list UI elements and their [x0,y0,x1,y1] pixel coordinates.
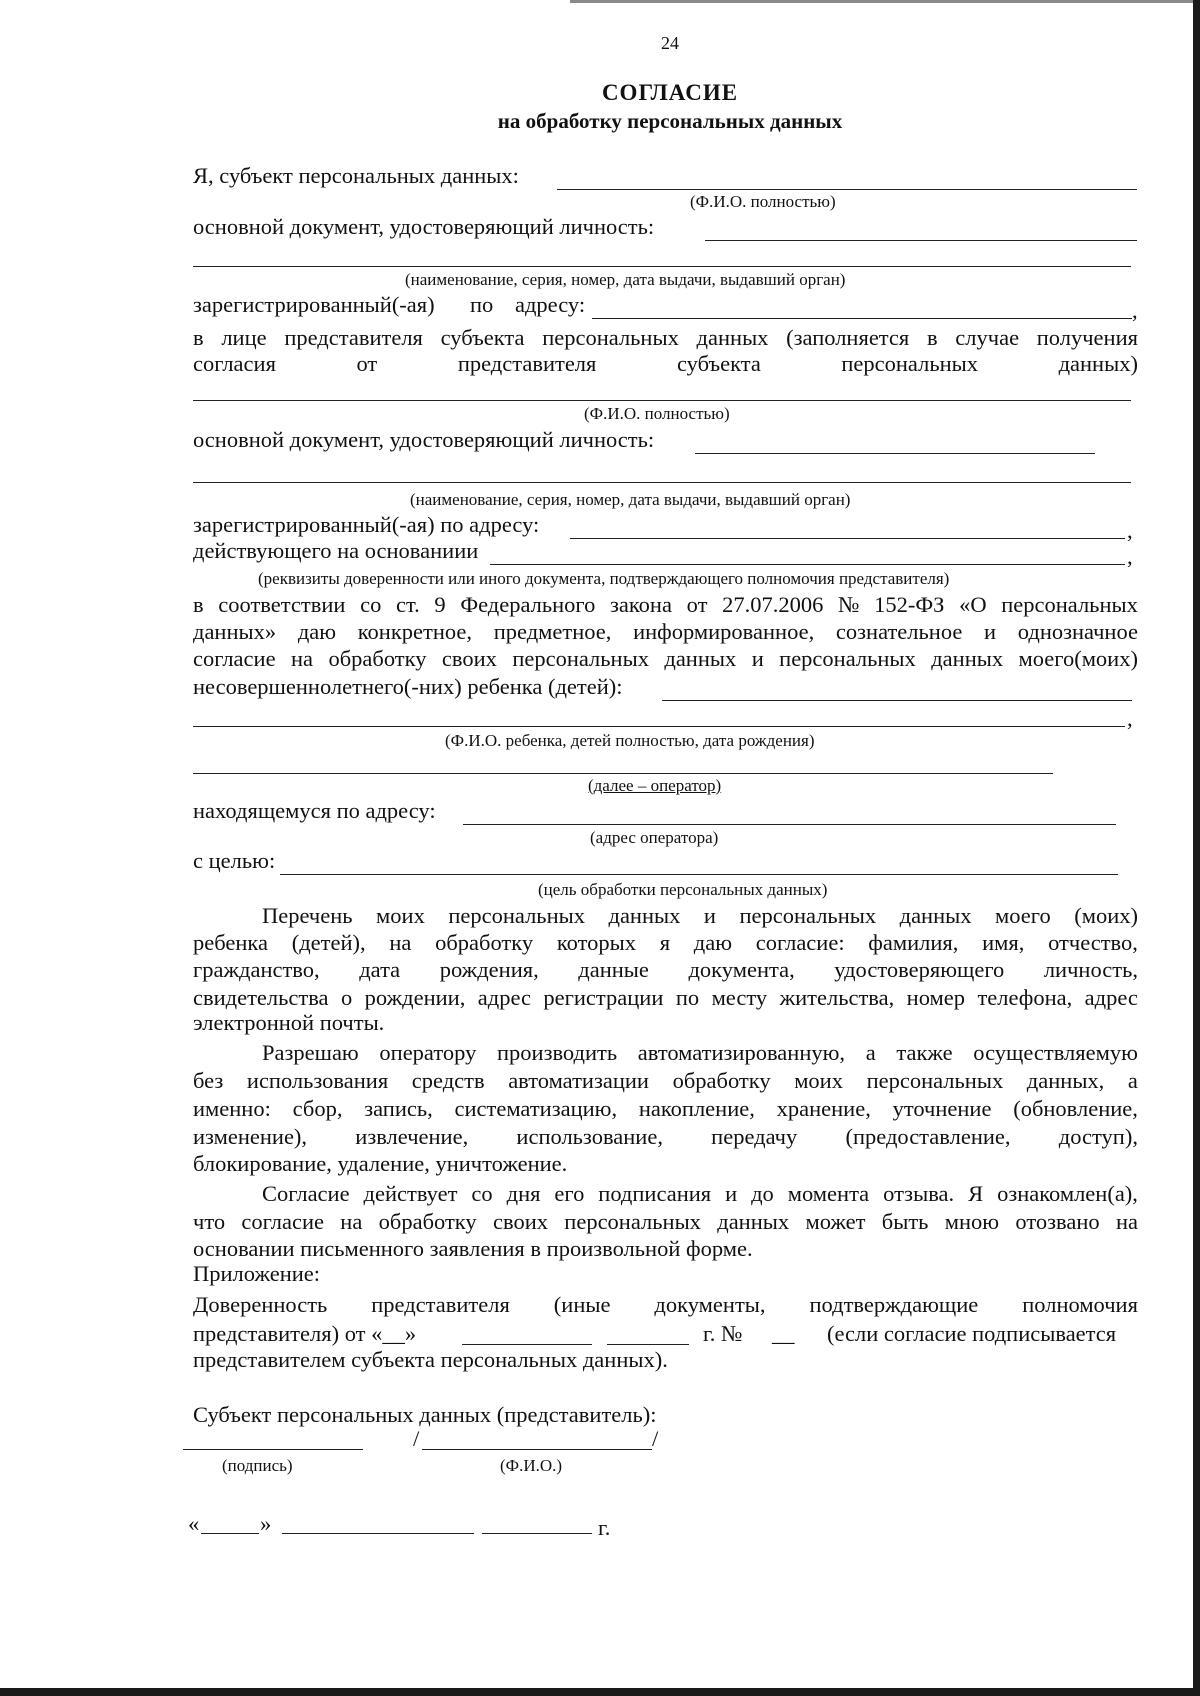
word: персональных [1001,592,1138,617]
word: данных [664,646,737,671]
rep-basis-caption: (реквизиты доверенности или иного документа, подтверждающего полномочия представителя) [258,569,950,588]
permit-text [262,1040,1138,1066]
list-word: данные [578,957,649,982]
rep-addr-label: зарегистрированный(-ая) по адресу: [193,512,540,537]
scan-edge-right [1193,0,1200,1696]
validity-text [193,1209,1138,1235]
word: оператору [379,1040,477,1065]
word: обработку [328,646,427,671]
word: накопление, [638,1096,755,1121]
appendix-line-2-year: г. № [703,1321,743,1346]
word: и [751,646,764,671]
word: представителя [284,325,423,350]
fio-line[interactable] [422,1449,652,1450]
word: персональных [739,903,877,928]
word: получения [1036,325,1138,350]
appendix-word: полномочия [1022,1292,1138,1317]
word: 152-ФЗ [874,592,945,617]
rep-intro-word: представителя [457,351,597,376]
date-year-line[interactable] [482,1533,592,1534]
list-line-3 [193,957,1138,983]
word: персональных [542,325,679,350]
word: (детей), [291,930,366,955]
word: случае [955,325,1020,350]
word: обработку [378,1209,477,1234]
word: систематизацию, [454,1096,618,1121]
word: своих [441,646,497,671]
word: обработку [435,930,534,955]
word: регистрации [543,985,664,1010]
word: быть [881,1209,929,1234]
appendix-word: подтверждающие [809,1292,979,1317]
word: а [1127,1068,1138,1093]
word: действует [363,1181,458,1206]
page-number: 24 [661,33,679,53]
word: № [837,592,860,617]
word: его [554,1181,585,1206]
list-line-1 [262,903,1138,929]
permit-word: изменение), [193,1124,308,1149]
word: которых [556,930,636,955]
word: и [703,903,716,928]
word: персональных [564,1209,701,1234]
word: в [926,325,938,350]
word: субъекта [440,325,525,350]
word: я [659,930,671,955]
list-word: удостоверяющего [834,957,1005,982]
permit-line-3 [193,1096,1138,1122]
word: персональных [448,903,585,928]
list-line-2 [193,930,1138,956]
word: автоматизированную, [637,1040,846,1065]
word: Согласие [262,1181,350,1206]
word: (обновление, [1013,1096,1138,1121]
word: 27.07.2006 [722,592,824,617]
operator-caption: (далее – оператор) [588,776,722,795]
operator-line[interactable] [193,773,1053,774]
rep-basis-comma: , [1127,544,1133,569]
word: Я [968,1181,984,1206]
subject-addr-label-1: зарегистрированный(-ая) [193,292,435,317]
word: Федерального [460,592,596,617]
word: адрес [477,985,531,1010]
appendix-line-1 [193,1292,1138,1318]
word: на [1115,1209,1138,1234]
child-line-1[interactable] [662,700,1132,701]
word: сбор, [292,1096,343,1121]
appendix-year-line[interactable] [607,1344,689,1345]
appendix-line-2-start: представителя) от «__» [193,1321,417,1346]
word: а [865,1040,876,1065]
list-text [193,985,1138,1011]
consent-text [193,619,1138,645]
rep-fio-caption: (Ф.И.О. полностью) [584,404,730,423]
word: данных [696,325,769,350]
document-title: СОГЛАСИЕ [601,80,739,105]
word: данных [608,903,681,928]
permit-word: использование, [516,1124,663,1149]
rep-intro-word: согласия [193,351,276,376]
word: и [984,619,997,644]
word: моих [794,1068,843,1093]
permit-word: извлечение, [355,1124,469,1149]
subject-addr-label-3: адресу: [515,292,586,317]
consent-line-3 [193,646,1138,672]
rep-fio-line[interactable] [193,400,1131,401]
rep-intro-word: субъекта [676,351,761,376]
word: от [686,592,708,617]
child-comma: , [1127,706,1133,731]
word: однозначное [1017,619,1138,644]
signature-label: Субъект персональных данных (представитель): [193,1402,657,1427]
signature-caption: (подпись) [222,1456,293,1475]
subject-addr-label-2: по [470,292,494,317]
subject-doc-line-2[interactable] [193,266,1131,267]
rep-intro-word: данных) [1058,351,1138,376]
word: со [360,592,382,617]
permit-text [193,1096,1138,1122]
list-word: рождения, [439,957,539,982]
word: использования [246,1068,389,1093]
appendix-number-blank: __ [772,1321,795,1346]
permit-line-4 [193,1124,1138,1150]
consent-line-2 [193,619,1138,645]
word: данных [717,1209,790,1234]
rep-basis-line[interactable] [490,564,1125,565]
subject-doc-label: основной документ, удостоверяющий личность: [193,214,655,239]
word: персональных [779,646,916,671]
word: что [193,1209,226,1234]
word: без [193,1068,224,1093]
purpose-label: с целью: [193,848,276,873]
word: рождении, [364,985,466,1010]
appendix-date-line[interactable] [462,1344,592,1345]
word: обработку [672,1068,771,1093]
fio-caption: (Ф.И.О.) [500,1456,563,1475]
scan-edge-bottom [0,1688,1200,1696]
date-open-quote: « [188,1511,200,1536]
word: осуществляемую [973,1040,1138,1065]
purpose-line[interactable] [280,874,1118,875]
list-word: документа, [688,957,795,982]
word: информированное, [633,619,815,644]
word: ребенка [193,930,268,955]
list-line-5: электронной почты. [193,1010,385,1035]
operator-addr-caption: (адрес оператора) [590,828,719,847]
word: (заполняется [786,325,910,350]
operator-addr-label: находящемуся по адресу: [193,798,436,823]
appendix-word: Доверенность [193,1292,328,1317]
word: персональных [512,646,649,671]
word: на [340,1209,363,1234]
word: в [193,592,204,617]
word: закона [610,592,672,617]
document-subtitle: на обработку персональных данных [497,109,843,133]
word: телефона, [977,985,1073,1010]
rep-intro-word: от [356,351,378,376]
validity-line-2 [193,1209,1138,1235]
scan-edge-top [570,0,1200,3]
rep-intro-word: персональных [841,351,979,376]
rep-intro-line-2 [193,351,1138,377]
list-text [262,903,1138,929]
word: производить [496,1040,618,1065]
word: по [675,985,700,1010]
word: согласие [241,1209,324,1234]
word: своих [492,1209,548,1234]
appendix-line-3: представителем субъекта персональных данных). [193,1347,668,1372]
list-word: гражданство, [193,957,320,982]
word: отзыва. [883,1181,955,1206]
word: хранение, [776,1096,871,1121]
consent-line-4: несовершеннолетнего(-них) ребенка (детей): [193,674,623,699]
word: отозвано [1015,1209,1100,1234]
word: ознакомлен(а), [997,1181,1138,1206]
subject-addr-line[interactable] [592,318,1132,319]
word: в [193,325,204,350]
permit-word: (предоставление, [845,1124,1011,1149]
rep-doc-line-2[interactable] [193,482,1131,483]
list-word: дата [359,957,401,982]
permit-line-2 [193,1068,1138,1094]
word: сознательное [835,619,963,644]
word: предметное, [493,619,612,644]
word: данных, [1026,1068,1105,1093]
word: 9 [434,592,446,617]
consent-line-1 [193,592,1138,618]
word: Разрешаю [262,1040,359,1065]
word: автоматизации [508,1068,649,1093]
word: даю [693,930,733,955]
word: и [725,1181,738,1206]
rep-doc-label: основной документ, удостоверяющий личность: [193,427,655,452]
rep-doc-line[interactable] [695,453,1095,454]
rep-intro-text [193,325,1138,351]
word: ст. [395,592,420,617]
word: соответствии [218,592,346,617]
list-line-4 [193,985,1138,1011]
word: уточнение [892,1096,992,1121]
signature-line[interactable] [183,1449,363,1450]
operator-addr-line[interactable] [463,824,1116,825]
word: конкретное, [357,619,473,644]
permit-word: доступ), [1058,1124,1138,1149]
subject-label: Я, субъект персональных данных: [193,163,519,188]
word: на [290,646,314,671]
word: «О [959,592,987,617]
word: средств [411,1068,485,1093]
list-text [193,930,1138,956]
subject-addr-comma: , [1132,298,1138,323]
child-caption: (Ф.И.О. ребенка, детей полностью, дата рождения) [445,731,815,750]
validity-line-3: основании письменного заявления в произвольной форме. [193,1236,753,1261]
word: подписания [598,1181,712,1206]
permit-word: передачу [711,1124,798,1149]
word: жительства, [779,985,895,1010]
word: (моих) [1074,903,1138,928]
word: моих [376,903,425,928]
purpose-caption: (цель обработки персональных данных) [538,880,828,899]
word: со [471,1181,493,1206]
word: о [340,985,353,1010]
rep-intro-line-1 [193,325,1138,351]
word: мною [944,1209,1000,1234]
subject-fio-caption: (Ф.И.О. полностью) [690,192,836,211]
subject-doc-line[interactable] [705,240,1137,241]
word: до [751,1181,774,1206]
word: Перечень [262,903,353,928]
child-line-2[interactable] [193,726,1125,727]
permit-text [193,1068,1138,1094]
rep-basis-label: действующего на основаниии [193,538,479,563]
word: персональных [866,1068,1004,1093]
date-year-label: г. [598,1515,611,1540]
word: также [896,1040,953,1065]
word: данных [899,903,972,928]
word: даю [297,619,337,644]
validity-line-1 [262,1181,1138,1207]
word: моего(моих) [1018,646,1138,671]
appendix-line-2-end: (если согласие подписывается [827,1321,1117,1346]
word: момента [787,1181,870,1206]
consent-text [193,592,1138,618]
word: отчество, [1048,930,1138,955]
appendix-word: документы, [654,1292,766,1317]
word: фамилия, [868,930,959,955]
subject-doc-caption: (наименование, серия, номер, дата выдачи, выдавший орган) [405,270,846,289]
consent-text [193,646,1138,672]
subject-fio-line[interactable] [557,189,1137,190]
appendix-label: Приложение: [193,1261,321,1286]
word: запись, [364,1096,433,1121]
word: согласие: [755,930,845,955]
word: свидетельства [193,985,329,1010]
word: согласие [193,646,276,671]
word: может [805,1209,866,1234]
date-month-line[interactable] [282,1533,474,1534]
date-close-quote: » [260,1511,272,1536]
permit-line-5: блокирование, удаление, уничтожение. [193,1151,568,1176]
appendix-word: (иные [553,1292,611,1317]
word: лице [221,325,267,350]
word: данных» [193,619,277,644]
word: данных [931,646,1004,671]
permit-line-1 [262,1040,1138,1066]
appendix-word: представителя [371,1292,510,1317]
word: имя, [982,930,1025,955]
rep-addr-line[interactable] [570,538,1125,539]
rep-doc-caption: (наименование, серия, номер, дата выдачи, выдавший орган) [410,490,851,509]
fio-slash-close: / [652,1426,659,1451]
list-word: личность, [1043,957,1138,982]
rep-addr-comma: , [1127,518,1133,543]
date-day-line[interactable] [201,1533,259,1534]
word: именно: [193,1096,271,1121]
word: на [389,930,412,955]
word: адрес [1084,985,1138,1010]
word: дня [506,1181,541,1206]
fio-slash-open: / [413,1426,420,1451]
word: месту [711,985,768,1010]
word: номер [906,985,965,1010]
word: моего [995,903,1051,928]
validity-text [262,1181,1138,1207]
